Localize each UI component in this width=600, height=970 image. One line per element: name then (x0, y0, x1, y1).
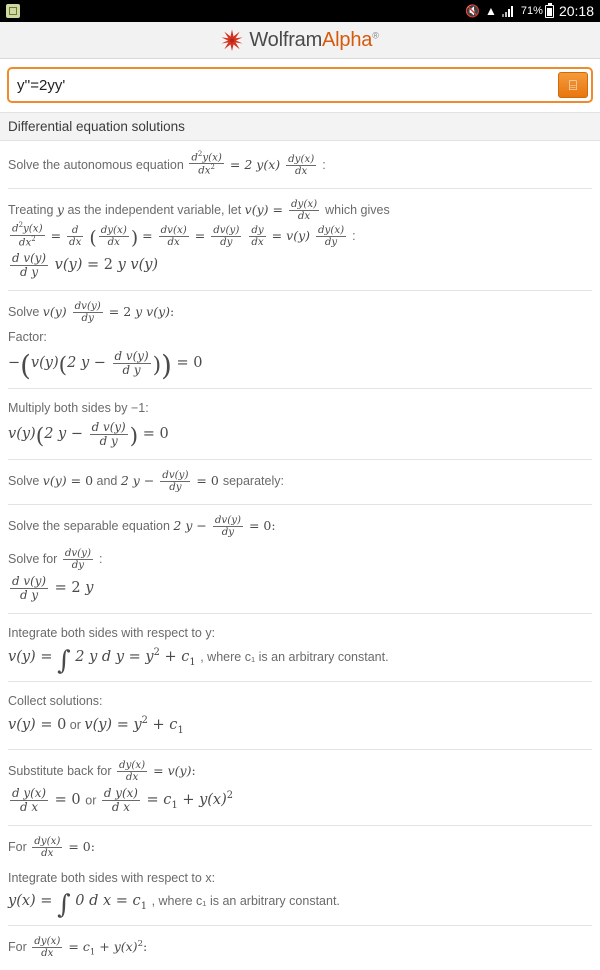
wolfram-spikey-icon (221, 29, 243, 51)
step-solve-separately: Solve v(y) = 0 and 2 y − $\frac{dv(y)}{dy}$ = 0 separately: (8, 460, 592, 505)
step6-colon: : (98, 551, 103, 566)
step-integrate-wrt-y: Integrate both sides with respect to y: v(y) = ∫ 2 y d $y = y^2 + c_1$ , where c₁ is an arbitrary constant. (8, 614, 592, 682)
step-collect-solutions: Collect solutions: v(y) = 0 or $v(y) = y^2 + c_1$ (8, 682, 592, 750)
pod-title: Differential equation solutions (0, 112, 600, 141)
query-box[interactable] (7, 67, 593, 103)
step-solve-autonomous: Solve the autonomous equation $\frac{d^2y(x)}{dx^2}$ = 2 y(x) $\frac{dy(x)}{dx}$ : (8, 141, 592, 189)
battery-percent-label: 71% (520, 5, 543, 17)
step3-factor-label: Factor: (8, 329, 47, 344)
battery-status (521, 5, 554, 18)
query-bar-container (0, 59, 600, 112)
step2-text-b: as the independent variable, let (67, 203, 242, 218)
step7-label: Integrate both sides with respect to y: (8, 625, 216, 640)
step-solve-separable: Solve the separable equation 2 y − $\frac{dv(y)}{dy}$ = 0: Solve for $\frac{dv(y)}{dy}$ : $\frac{\text{d v(y)}}{\text{d y}}$ = 2 y (8, 505, 592, 614)
step8-or: or (69, 717, 81, 732)
status-right-icons (465, 3, 594, 19)
step10-for: For (8, 839, 27, 854)
brand-wolfram-label: Wolfram (249, 28, 323, 51)
step7-note: , where c₁ is an arbitrary constant. (200, 649, 389, 664)
step-multiply-by-minus-one: Multiply both sides by −1: v(y)(2 y − $\frac{\text{d v(y)}}{\text{d y}}$ ) = 0 (8, 389, 592, 460)
status-clock: 20:18 (558, 3, 594, 19)
step-treating-y-independent: Treating y as the independent variable, let v(y) = $\frac{dy(x)}{dx}$ which gives $\frac{d^2y(x)}{dx^2}$ = $\frac{d}{dx}$ ( $\frac{dy(x)}{dx}$ ) = $\frac{dv(x)}{dx}$ = $\frac{dv(y)}{dy}$ $\frac{dy}{dx}$ = v(y) $\frac{dy(x)}{dy}$ : $\frac{\text{d v(y)}}{\text{d y}}$ v(y) = 2 y v(y) (8, 189, 592, 291)
step10-label: Integrate both sides with respect to x: (8, 870, 216, 885)
brand-wordmark (249, 29, 378, 52)
step10-note: , where c₁ is an arbitrary constant. (151, 893, 340, 908)
status-left-icons (6, 4, 465, 18)
brand-alpha-label: Alpha (322, 28, 373, 51)
step2-text-c: which gives (325, 203, 390, 218)
app-header (0, 22, 600, 59)
cell-signal-icon (502, 6, 516, 17)
step-substitute-back: Substitute back for $\frac{dy(x)}{dx}$ = v(y): $\frac{\text{d y(x)}}{\text{d x}}$ = 0 or $\frac{\text{d y(x)}}{\text{d x}}$ = $c_1 + y(x)^2$ (8, 750, 592, 826)
step-factor: Solve v(y) $\frac{dv(y)}{dy}$ = 2 y v(y): Factor: −(v(y)(2 y − $\frac{\text{d v(y)}}{\text{d y}}$ )) = 0 (8, 291, 592, 389)
step11-for: For (8, 940, 27, 955)
step5-label-a: Solve (8, 473, 40, 488)
brand-trademark: ® (372, 29, 379, 40)
step-case-dydx-zero: For $\frac{dy(x)}{dx}$ = 0: Integrate both sides with respect to x: y(x) = ∫ 0 d $x = c_1$ , where c₁ is an arbitrary constant. (8, 826, 592, 926)
volume-mute-icon: 🔇 (465, 4, 481, 18)
step-case-dydx-c1: For $\frac{dy(x)}{dx}$ = $c_1 + y(x)^2$: (8, 935, 148, 960)
step6-label: Solve the separable equation (8, 518, 170, 533)
step9-label: Substitute back for (8, 763, 112, 778)
step9-or: or (85, 793, 97, 808)
step6-solve-for-label: Solve for (8, 551, 58, 566)
step2-text-a: Treating (8, 203, 54, 218)
step4-label: Multiply both sides by −1: (8, 400, 149, 415)
step2-colon: : (352, 229, 356, 244)
battery-icon (545, 5, 554, 18)
android-status-bar (0, 0, 600, 22)
search-input[interactable] (9, 77, 558, 94)
equals-keyboard-icon[interactable]: ⌸ (558, 72, 588, 98)
app-window-icon (6, 4, 20, 18)
step5-label-b: separately: (222, 473, 284, 488)
step5-label-and: and (96, 473, 118, 488)
step3-solve-label: Solve (8, 304, 40, 319)
wifi-icon: ▲ (485, 4, 497, 18)
steps-list (0, 141, 600, 970)
step1-text: Solve the autonomous equation (8, 157, 184, 172)
step8-label: Collect solutions: (8, 693, 103, 708)
step1-colon: : (322, 157, 326, 172)
